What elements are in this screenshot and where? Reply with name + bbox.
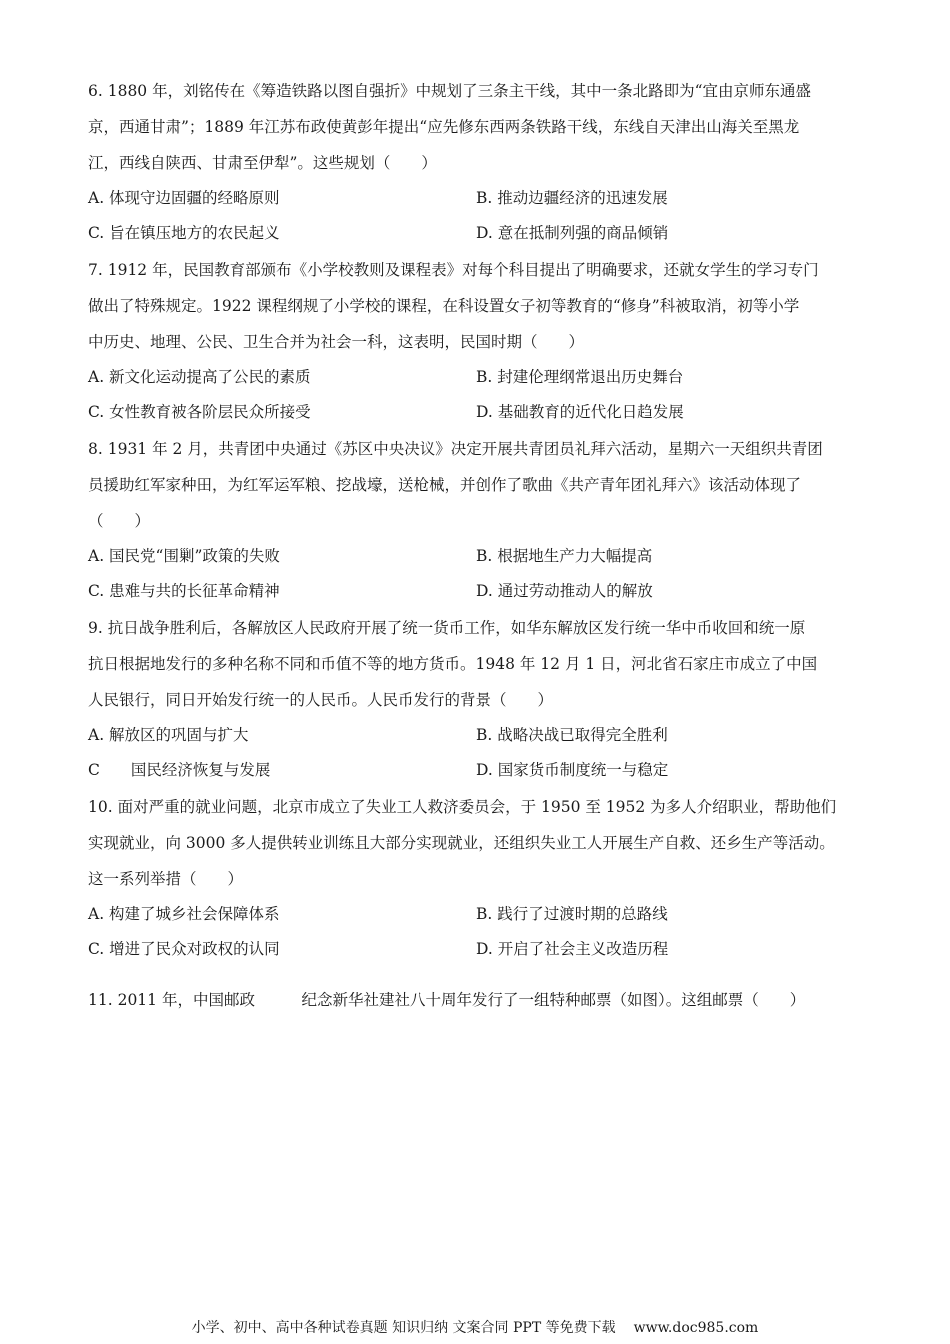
- option-row: [88, 216, 868, 251]
- option-d: D. 意在抵制列强的商品倾销: [476, 224, 669, 242]
- option-b: B. 封建伦理纲常退出历史舞台: [476, 368, 684, 386]
- question-stem-line: 这一系列举措（ ）: [88, 870, 244, 888]
- option-row: [88, 718, 868, 753]
- question-stem-line: 中历史、地理、公民、卫生合并为社会一科，这表明，民国时期（ ）: [88, 333, 585, 351]
- question-stem-line: 做出了特殊规定。1922 课程纲规了小学校的课程，在科设置女子初等教育的“修身”科被取消，初等小学: [88, 297, 800, 315]
- question-7: [88, 252, 868, 430]
- option-b: B. 战略决战已取得完全胜利: [476, 726, 668, 744]
- option-c: C 国民经济恢复与发展: [88, 761, 271, 779]
- question-stem-line: 6. 1880 年，刘铭传在《筹造铁路以图自强折》中规划了三条主干线，其中一条北路即为“宜由京师东通盛: [88, 82, 812, 100]
- question-11: [88, 982, 868, 1018]
- option-row: [88, 539, 868, 574]
- option-b: B. 推动边疆经济的迅速发展: [476, 189, 668, 207]
- option-c: C. 旨在镇压地方的农民起义: [88, 224, 280, 242]
- question-stem-line: 江，西线自陕西、甘肃至伊犁”。这些规划（ ）: [88, 154, 437, 172]
- option-d: D. 开启了社会主义改造历程: [476, 940, 669, 958]
- option-b: B. 根据地生产力大幅提高: [476, 547, 653, 565]
- question-6: [88, 73, 868, 251]
- option-a: A. 构建了城乡社会保障体系: [88, 905, 280, 923]
- footer-site-link[interactable]: www.doc985.com: [633, 1320, 759, 1336]
- option-d: D. 通过劳动推动人的解放: [476, 582, 653, 600]
- option-a: A. 体现守边固疆的经略原则: [88, 189, 280, 207]
- question-stem-line: 人民银行，同日开始发行统一的人民币。人民币发行的背景（ ）: [88, 691, 554, 709]
- question-stem-line: 8. 1931 年 2 月，共青团中央通过《苏区中央决议》决定开展共青团员礼拜六活动，星期六一天组织共青团: [88, 440, 823, 458]
- option-a: A. 解放区的巩固与扩大: [88, 726, 249, 744]
- option-row: [88, 753, 868, 788]
- option-d: D. 国家货币制度统一与稳定: [476, 761, 669, 779]
- question-stem-line: 员援助红军家种田，为红军运军粮、挖战壕，送枪械，并创作了歌曲《共产青年团礼拜六》该活动体现了: [88, 476, 802, 494]
- question-9: [88, 610, 868, 788]
- option-a: A. 国民党“围剿”政策的失败: [88, 547, 280, 565]
- question-stem-line: 10. 面对严重的就业问题，北京市成立了失业工人救济委员会，于 1950 至 1952 为多人介绍职业，帮助他们: [88, 798, 837, 816]
- footer-text: 小学、初中、高中各种试卷真题 知识归纳 文案合同 PPT 等免费下载: [191, 1320, 616, 1336]
- option-c: C. 增进了民众对政权的认同: [88, 940, 280, 958]
- option-row: [88, 574, 868, 609]
- question-stem-line: 9. 抗日战争胜利后，各解放区人民政府开展了统一货币工作，如华东解放区发行统一华中币收回和统一原: [88, 619, 806, 637]
- question-stem-line: 抗日根据地发行的多种名称不同和币值不等的地方货币。1948 年 12 月 1 日，河北省石家庄市成立了中国: [88, 655, 818, 673]
- question-10: [88, 789, 868, 967]
- option-d: D. 基础教育的近代化日趋发展: [476, 403, 684, 421]
- question-stem-line: 7. 1912 年，民国教育部颁布《小学校教则及课程表》对每个科目提出了明确要求，还就女学生的学习专门: [88, 261, 819, 279]
- option-c: C. 女性教育被各阶层民众所接受: [88, 403, 311, 421]
- question-stem-line: 实现就业，向 3000 多人提供转业训练且大部分实现就业，还组织失业工人开展生产自救、还乡生产等活动。: [88, 834, 835, 852]
- option-c: C. 患难与共的长征革命精神: [88, 582, 280, 600]
- question-stem-line: （ ）: [88, 512, 151, 530]
- page-footer: [0, 1318, 950, 1338]
- option-row: [88, 395, 868, 430]
- option-row: [88, 932, 868, 967]
- option-row: [88, 897, 868, 932]
- option-a: A. 新文化运动提高了公民的素质: [88, 368, 311, 386]
- question-stem-line: 京，西通甘肃”；1889 年江苏布政使黄彭年提出“应先修东西两条铁路干线，东线自天津出山海关至黑龙: [88, 118, 800, 136]
- option-row: [88, 181, 868, 216]
- question-8: [88, 431, 868, 609]
- question-stem-line: 11. 2011 年，中国邮政 纪念新华社建社八十周年发行了一组特种邮票（如图）。这组邮票（ ）: [88, 991, 806, 1009]
- option-b: B. 践行了过渡时期的总路线: [476, 905, 668, 923]
- option-row: [88, 360, 868, 395]
